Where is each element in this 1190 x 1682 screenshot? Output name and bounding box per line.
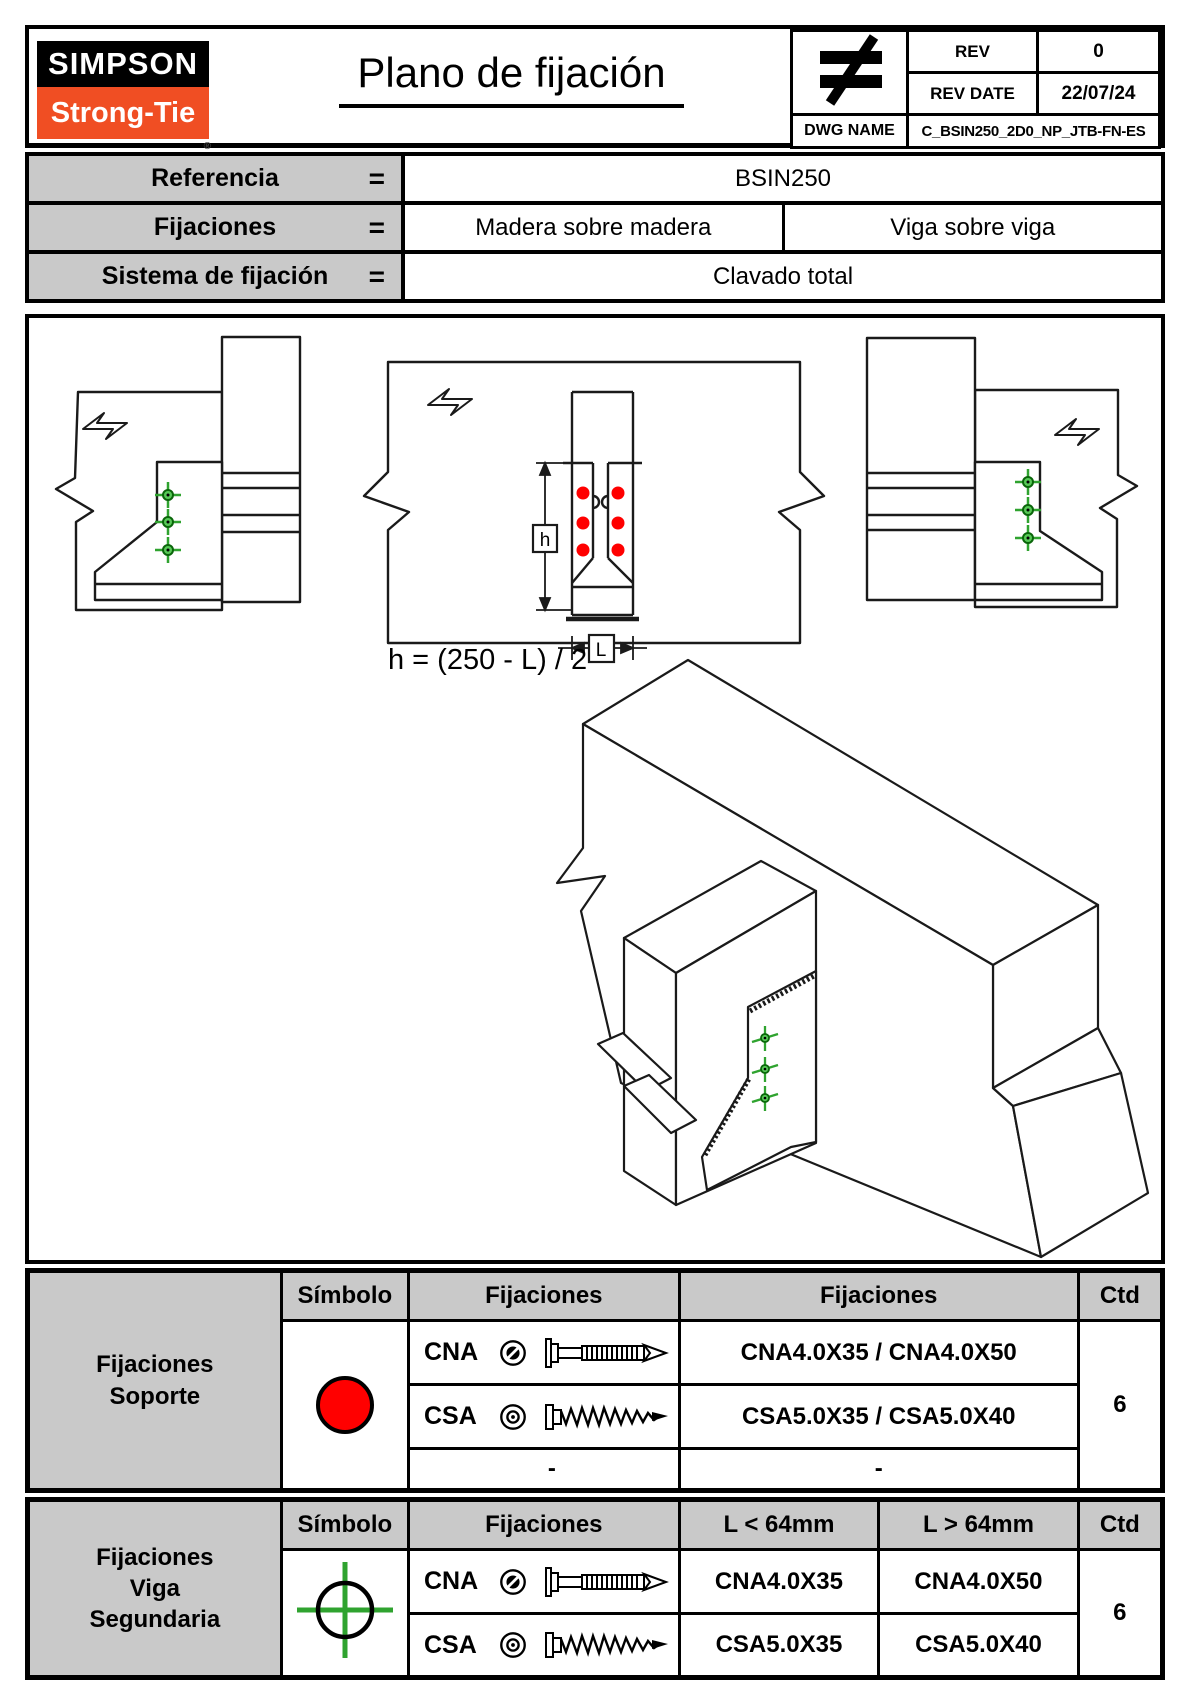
- left-elevation-view: [43, 326, 343, 621]
- reference-info-table: [25, 152, 1165, 303]
- info-label: [29, 254, 405, 299]
- ring-shank-nail-icon: [544, 1564, 674, 1600]
- fastener-type-cell: -: [408, 1449, 679, 1491]
- fastener-code: CNA: [423, 1338, 479, 1366]
- column-header-simbolo: Símbolo: [281, 1271, 408, 1321]
- front-elevation-view: [360, 330, 830, 665]
- rev-value: 0: [1038, 31, 1160, 73]
- equals-sign: =: [368, 211, 385, 243]
- wood-screw-icon: [544, 1399, 674, 1435]
- info-value: BSIN250: [734, 164, 832, 192]
- nail-head-top-view-icon: [498, 1338, 528, 1368]
- info-row-sistema: [25, 250, 1165, 303]
- column-header-ctd: Ctd: [1078, 1500, 1162, 1550]
- registered-mark: ®: [203, 141, 211, 152]
- wood-screw-icon: [544, 1627, 674, 1663]
- header-section: [25, 25, 1165, 152]
- label-line: Fijaciones: [96, 1543, 214, 1571]
- logo-simpson: SIMPSON: [37, 41, 209, 87]
- fastener-type-cell: [408, 1614, 679, 1678]
- revision-table: [790, 29, 1161, 149]
- column-header-ctd: Ctd: [1078, 1271, 1162, 1321]
- fastener-value: -: [679, 1449, 1078, 1491]
- rev-label: REV: [908, 31, 1038, 73]
- equals-sign: =: [368, 162, 385, 194]
- symbol-cell: [281, 1550, 408, 1678]
- not-equal-icon: [808, 33, 892, 107]
- fastener-type-cell: [408, 1385, 679, 1449]
- fastener-type-cell: [408, 1321, 679, 1385]
- fastener-value: CNA4.0X35 / CNA4.0X50: [679, 1321, 1078, 1385]
- fastener-value: CNA4.0X50: [879, 1550, 1079, 1614]
- column-header-fijaciones: Fijaciones: [679, 1271, 1078, 1321]
- red-filled-circle-icon: [316, 1376, 374, 1434]
- support-beam-outline: [222, 337, 300, 602]
- ring-shank-nail-icon: [544, 1335, 674, 1371]
- green-fastener-markers: [155, 482, 181, 563]
- brand-logo: [37, 41, 211, 152]
- column-header-fijaciones: Fijaciones: [408, 1500, 679, 1550]
- info-label-text: Sistema de fijación: [101, 262, 329, 290]
- green-fastener-markers: [1015, 469, 1041, 551]
- info-row-referencia: [25, 152, 1165, 205]
- equals-sign: =: [368, 260, 385, 292]
- support-fixings-table: [25, 1268, 1165, 1493]
- label-line: Soporte: [109, 1382, 201, 1410]
- info-label: [29, 156, 405, 201]
- not-equal-symbol-cell: [792, 31, 908, 115]
- fastener-code: CNA: [423, 1567, 479, 1595]
- rev-date-value: 22/07/24: [1038, 73, 1160, 115]
- label-line: Viga: [129, 1574, 180, 1602]
- info-value: Viga sobre viga: [782, 205, 1162, 250]
- title-block: [234, 49, 789, 108]
- screw-head-top-view-icon: [498, 1402, 528, 1432]
- rev-date-label: REV DATE: [908, 73, 1038, 115]
- green-crosshair-circle-icon: [293, 1558, 397, 1662]
- qty-value: 6: [1078, 1321, 1162, 1491]
- qty-value: 6: [1078, 1550, 1162, 1678]
- label-line: Segundaria: [89, 1606, 221, 1634]
- column-header-simbolo: Símbolo: [281, 1500, 408, 1550]
- fastener-code: CSA: [423, 1402, 477, 1430]
- label-line: Fijaciones: [96, 1351, 214, 1379]
- fastener-value: CSA5.0X35 / CSA5.0X40: [679, 1385, 1078, 1449]
- nail-head-top-view-icon: [498, 1567, 528, 1597]
- table-row-label: [28, 1500, 282, 1678]
- isometric-view: [523, 645, 1163, 1260]
- dim-h-label: h: [539, 530, 551, 551]
- logo-strongtie: [37, 87, 211, 152]
- info-label-text: Fijaciones: [153, 213, 277, 241]
- screw-head-top-view-icon: [498, 1630, 528, 1660]
- info-label: [29, 205, 405, 250]
- dim-l-label: L: [595, 640, 607, 661]
- fastener-code: CSA: [423, 1630, 477, 1659]
- fastener-value: CNA4.0X35: [679, 1550, 879, 1614]
- symbol-cell: [281, 1321, 408, 1491]
- fastener-value: CSA5.0X40: [879, 1614, 1079, 1678]
- info-value: Madera sobre madera: [475, 213, 712, 241]
- dwg-name-value: C_BSIN250_2D0_NP_JTB-FN-ES: [908, 115, 1160, 148]
- column-header-l-small: L < 64mm: [679, 1500, 879, 1550]
- info-value: Clavado total: [712, 262, 854, 290]
- page-title: Plano de fijación: [339, 49, 683, 108]
- column-header-fijaciones: Fijaciones: [408, 1271, 679, 1321]
- formula-label: h = (250 - L) / 2: [388, 644, 588, 676]
- support-beam-outline: [867, 338, 975, 600]
- right-elevation-view: [803, 322, 1158, 622]
- fastener-value: CSA5.0X35: [679, 1614, 879, 1678]
- table-row-label: [28, 1271, 282, 1491]
- logo-strongtie-text: Strong-Tie: [50, 96, 196, 129]
- dwg-name-label: DWG NAME: [792, 115, 908, 148]
- drawing-area: [25, 314, 1165, 1264]
- fastener-type-cell: [408, 1550, 679, 1614]
- column-header-l-large: L > 64mm: [879, 1500, 1079, 1550]
- info-row-fijaciones: [25, 201, 1165, 254]
- info-label-text: Referencia: [151, 164, 279, 192]
- secondary-fixings-table: [25, 1497, 1165, 1680]
